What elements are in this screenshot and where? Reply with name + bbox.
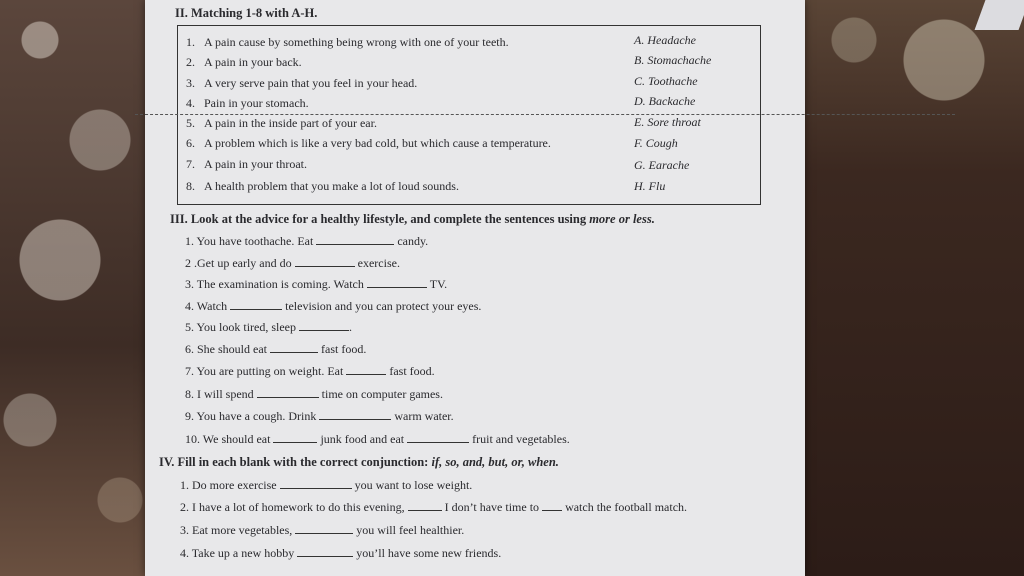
match-item: 6. A problem which is like a very bad cold, but which cause a temperature. xyxy=(186,136,551,150)
exercise3-item: 4. Watch television and you can protect your eyes. xyxy=(185,299,482,313)
fold-crease xyxy=(135,114,955,115)
match-answer: F. Cough xyxy=(634,136,678,150)
matching-table xyxy=(177,25,761,205)
match-answer: H. Flu xyxy=(634,179,666,193)
exercise4-item: 4. Take up a new hobby you’ll have some new friends. xyxy=(180,546,502,560)
answer-blank[interactable] xyxy=(319,409,391,420)
answer-blank[interactable] xyxy=(316,234,394,245)
tablecloth-left xyxy=(0,0,150,576)
answer-blank[interactable] xyxy=(299,320,349,331)
match-item: 8. A health problem that you make a lot of loud sounds. xyxy=(186,179,459,193)
answer-blank[interactable] xyxy=(407,432,469,443)
match-item: 3. A very serve pain that you feel in your head. xyxy=(186,76,418,90)
answer-blank[interactable] xyxy=(280,478,352,489)
match-answer: C. Toothache xyxy=(634,74,698,88)
match-answer: G. Earache xyxy=(634,158,690,172)
answer-blank[interactable] xyxy=(367,277,427,288)
section2-heading: II. Matching 1-8 with A-H. xyxy=(175,6,318,20)
exercise3-item: 5. You look tired, sleep . xyxy=(185,320,352,334)
match-item: 7. A pain in your throat. xyxy=(186,157,307,171)
match-item: 5. A pain in the inside part of your ear. xyxy=(186,116,377,130)
exercise3-item: 9. You have a cough. Drink warm water. xyxy=(185,409,454,423)
section4-heading: IV. Fill in each blank with the correct conjunction: if, so, and, but, or, when. xyxy=(159,455,559,469)
answer-blank[interactable] xyxy=(346,364,386,375)
tablecloth-right xyxy=(794,0,1024,576)
match-answer: B. Stomachache xyxy=(634,53,712,67)
match-item: 1. A pain cause by something being wrong with one of your teeth. xyxy=(186,35,509,49)
exercise3-item: 6. She should eat fast food. xyxy=(185,342,367,356)
answer-blank[interactable] xyxy=(408,500,442,511)
exercise3-item: 3. The examination is coming. Watch TV. xyxy=(185,277,448,291)
exercise3-item: 2 .Get up early and do exercise. xyxy=(185,256,400,270)
exercise3-item: 1. You have toothache. Eat candy. xyxy=(185,234,429,248)
match-item: 4. Pain in your stomach. xyxy=(186,96,309,110)
match-answer: A. Headache xyxy=(634,33,696,47)
match-item: 2. A pain in your back. xyxy=(186,55,302,69)
answer-blank[interactable] xyxy=(230,299,282,310)
exercise4-item: 1. Do more exercise you want to lose weight. xyxy=(180,478,473,492)
match-answer: D. Backache xyxy=(634,94,696,108)
exercise4-item: 2. I have a lot of homework to do this evening, I don’t have time to watch the football match. xyxy=(180,500,688,514)
exercise3-item: 7. You are putting on weight. Eat fast food. xyxy=(185,364,435,378)
answer-blank[interactable] xyxy=(295,523,353,534)
exercise4-item: 3. Eat more vegetables, you will feel healthier. xyxy=(180,523,465,537)
answer-blank[interactable] xyxy=(270,342,318,353)
answer-blank[interactable] xyxy=(542,500,562,511)
worksheet-page xyxy=(145,0,805,576)
answer-blank[interactable] xyxy=(273,432,317,443)
answer-blank[interactable] xyxy=(295,256,355,267)
answer-blank[interactable] xyxy=(257,387,319,398)
exercise3-item: 8. I will spend time on computer games. xyxy=(185,387,443,401)
exercise3-item: 10. We should eat junk food and eat fruit and vegetables. xyxy=(185,432,570,446)
match-answer: E. Sore throat xyxy=(634,115,701,129)
section3-heading: III. Look at the advice for a healthy lifestyle, and complete the sentences using more or less. xyxy=(170,212,655,226)
answer-blank[interactable] xyxy=(297,546,353,557)
